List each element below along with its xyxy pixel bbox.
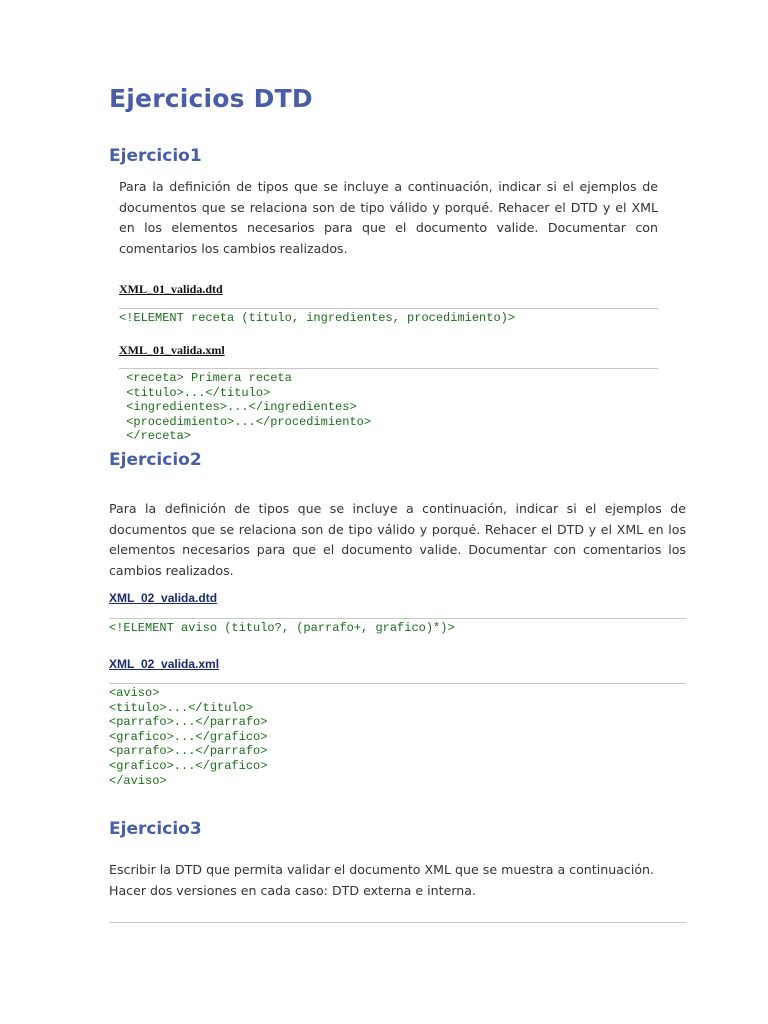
divider: [109, 683, 686, 684]
exercise-2-paragraph: Para la definición de tipos que se incluye a continuación, indicar si el ejemplos de documentos que se relaciona son de tipo válido y porqué. Rehacer el DTD y el XML en los elementos necesarios para que el documento valide. Documentar con comentarios los cambios realizados.: [109, 501, 686, 578]
exercise-1-xml-code: [119, 371, 371, 444]
divider: [109, 618, 686, 619]
exercise-2-xml-code: [109, 686, 267, 788]
exercise-2-heading: Ejercicio2: [109, 450, 202, 470]
code-line: <!ELEMENT aviso (titulo?, (parrafo+, grafico)*)>: [109, 621, 455, 635]
exercise-3-heading: Ejercicio3: [109, 819, 202, 839]
exercise-1-paragraph: Para la definición de tipos que se incluye a continuación, indicar si el ejemplos de documentos que se relaciona son de tipo válido y porqué. Rehacer el DTD y el XML en los elementos necesarios para que el documento valide. Documentar con comentarios los cambios realizados.: [119, 179, 658, 256]
code-line: </aviso>: [109, 773, 167, 788]
code-line: <aviso>: [109, 686, 160, 700]
code-line: <procedimiento>...</procedimiento>: [119, 414, 372, 429]
code-line: <titulo>...</titulo>: [119, 385, 271, 400]
exercise-2-dtd-code: [109, 621, 455, 636]
page-title: Ejercicios DTD: [109, 84, 313, 113]
exercise-1-heading: Ejercicio1: [109, 146, 202, 166]
code-line: <grafico>...</grafico>: [109, 758, 268, 773]
exercise-3-paragraph: Escribir la DTD que permita validar el documento XML que se muestra a continuación. Hacer dos versiones en cada caso: DTD externa e interna.: [109, 862, 655, 898]
exercise-1-dtd-code: [119, 311, 515, 326]
exercise-2-dtd-filename: XML_02_valida.dtd: [109, 591, 218, 605]
code-line: <ingredientes>...</ingredientes>: [119, 400, 357, 415]
code-line: <grafico>...</grafico>: [109, 729, 268, 744]
divider: [119, 308, 658, 309]
code-line: <parrafo>...</parrafo>: [109, 744, 268, 759]
exercise-1-dtd-filename: XML_01_valida.dtd: [119, 282, 223, 296]
divider: [109, 922, 686, 923]
code-line: <receta> Primera receta: [119, 371, 292, 385]
code-line: <!ELEMENT receta (titulo, ingredientes, procedimiento)>: [119, 311, 516, 325]
exercise-1-xml-filename: XML_01_valida.xml: [119, 343, 225, 357]
divider: [119, 368, 658, 369]
exercise-2-xml-filename: XML_02_valida.xml: [109, 657, 220, 671]
code-line: <parrafo>...</parrafo>: [109, 715, 268, 730]
code-line: </receta>: [119, 429, 192, 444]
code-line: <titulo>...</titulo>: [109, 700, 254, 715]
